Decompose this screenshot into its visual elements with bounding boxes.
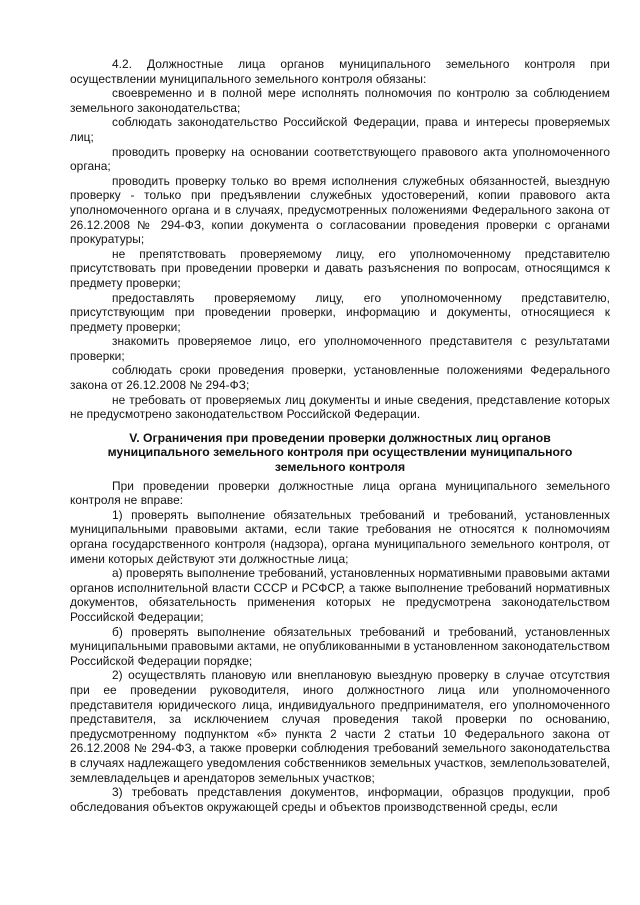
paragraph-duty-6: предоставлять проверяемому лицу, его уполномоченному представителю, присутствующим при проведении проверки, информацию и документы, относящиеся к предмету проверки; [70, 290, 610, 334]
paragraph-restriction-3: 3) требовать представления документов, информации, образцов продукции, проб обследования объектов окружающей среды и объектов производственной среды, если [70, 785, 610, 814]
paragraph-duty-4: проводить проверку только во время исполнения служебных обязанностей, выездную проверку - только при предъявлении служебных удостоверений, копии правового акта уполномоченного органа и в случаях, предусмотренных положениями Федерального закона от 26.12.2008 № 294-ФЗ, копии документа о согласовании проведения проверки с органами прокуратуры; [70, 173, 610, 247]
paragraph-duty-2: соблюдать законодательство Российской Федерации, права и интересы проверяемых лиц; [70, 115, 610, 144]
paragraph-duty-9: не требовать от проверяемых лиц документы и иные сведения, представление которых не предусмотрено законодательством Российской Федерации. [70, 392, 610, 422]
section-5-heading-line-3: земельного контроля [274, 460, 406, 475]
paragraph-restriction-1a: а) проверять выполнение требований, установленных нормативными правовыми актами органов исполнительной власти СССР и РСФСР, а также выполнение требований нормативных документов, обязательность применения которых не предусмотрена законодательством Российской Федерации; [70, 566, 610, 624]
paragraph-restrictions-intro: При проведении проверки должностные лица органа муниципального земельного контроля не вправе: [70, 478, 610, 508]
paragraph-duty-8: соблюдать сроки проведения проверки, установленные положениями Федерального закона от 26.12.2008 № 294-ФЗ; [70, 363, 610, 393]
paragraph-duty-3: проводить проверку на основании соответствующего правового акта уполномоченного органа; [70, 144, 610, 174]
paragraph-restriction-1: 1) проверять выполнение обязательных требований и требований, установленных муниципальными правовыми актами, если такие требования не относятся к полномочиям органа государственного контроля (надзора), органа муниципального земельного контроля, от имени которых действуют эти должностные лица; [70, 507, 610, 566]
paragraph-restriction-2: 2) осуществлять плановую или внеплановую выездную проверку в случае отсутствия при ее проведении руководителя, иного должностного лица или уполномоченного представителя юридического лица, индивидуального предпринимателя, его уполномоченного представителя, за исключением случая проведения такой проверки по основанию, предусмотренному подпунктом «б» пункта 2 части 2 статьи 10 Федерального закона от 26.12.2008 № 294-ФЗ, а также проверки соблюдения требований земельного законодательства в случаях надлежащего уведомления собственников земельных участков, землепользователей, землевладельцев и арендаторов земельных участков; [70, 668, 610, 785]
section-5-heading-line-1: V. Ограничения при проведении проверки должностных лиц органов [129, 430, 551, 445]
paragraph-duty-5: не препятствовать проверяемому лицу, его уполномоченному представителю присутствовать при проведении проверки и давать разъяснения по вопросам, относящимся к предмету проверки; [70, 246, 610, 290]
document-body [70, 57, 610, 814]
section-5-heading-line-2: муниципального земельного контроля при осуществлении муниципального [107, 445, 573, 460]
paragraph-restriction-1b: б) проверять выполнение обязательных требований и требований, установленных муниципальными правовыми актами, не опубликованными в установленном законодательством Российской Федерации порядке; [70, 624, 610, 668]
paragraph-duty-7: знакомить проверяемое лицо, его уполномоченного представителя с результатами проверки; [70, 334, 610, 363]
paragraph-4-2: 4.2. Должностные лица органов муниципального земельного контроля при осуществлении муниципального земельного контроля обязаны: [70, 57, 610, 86]
paragraph-duty-1: своевременно и в полной мере исполнять полномочия по контролю за соблюдением земельного законодательства; [70, 86, 610, 115]
section-5-heading [70, 431, 610, 475]
